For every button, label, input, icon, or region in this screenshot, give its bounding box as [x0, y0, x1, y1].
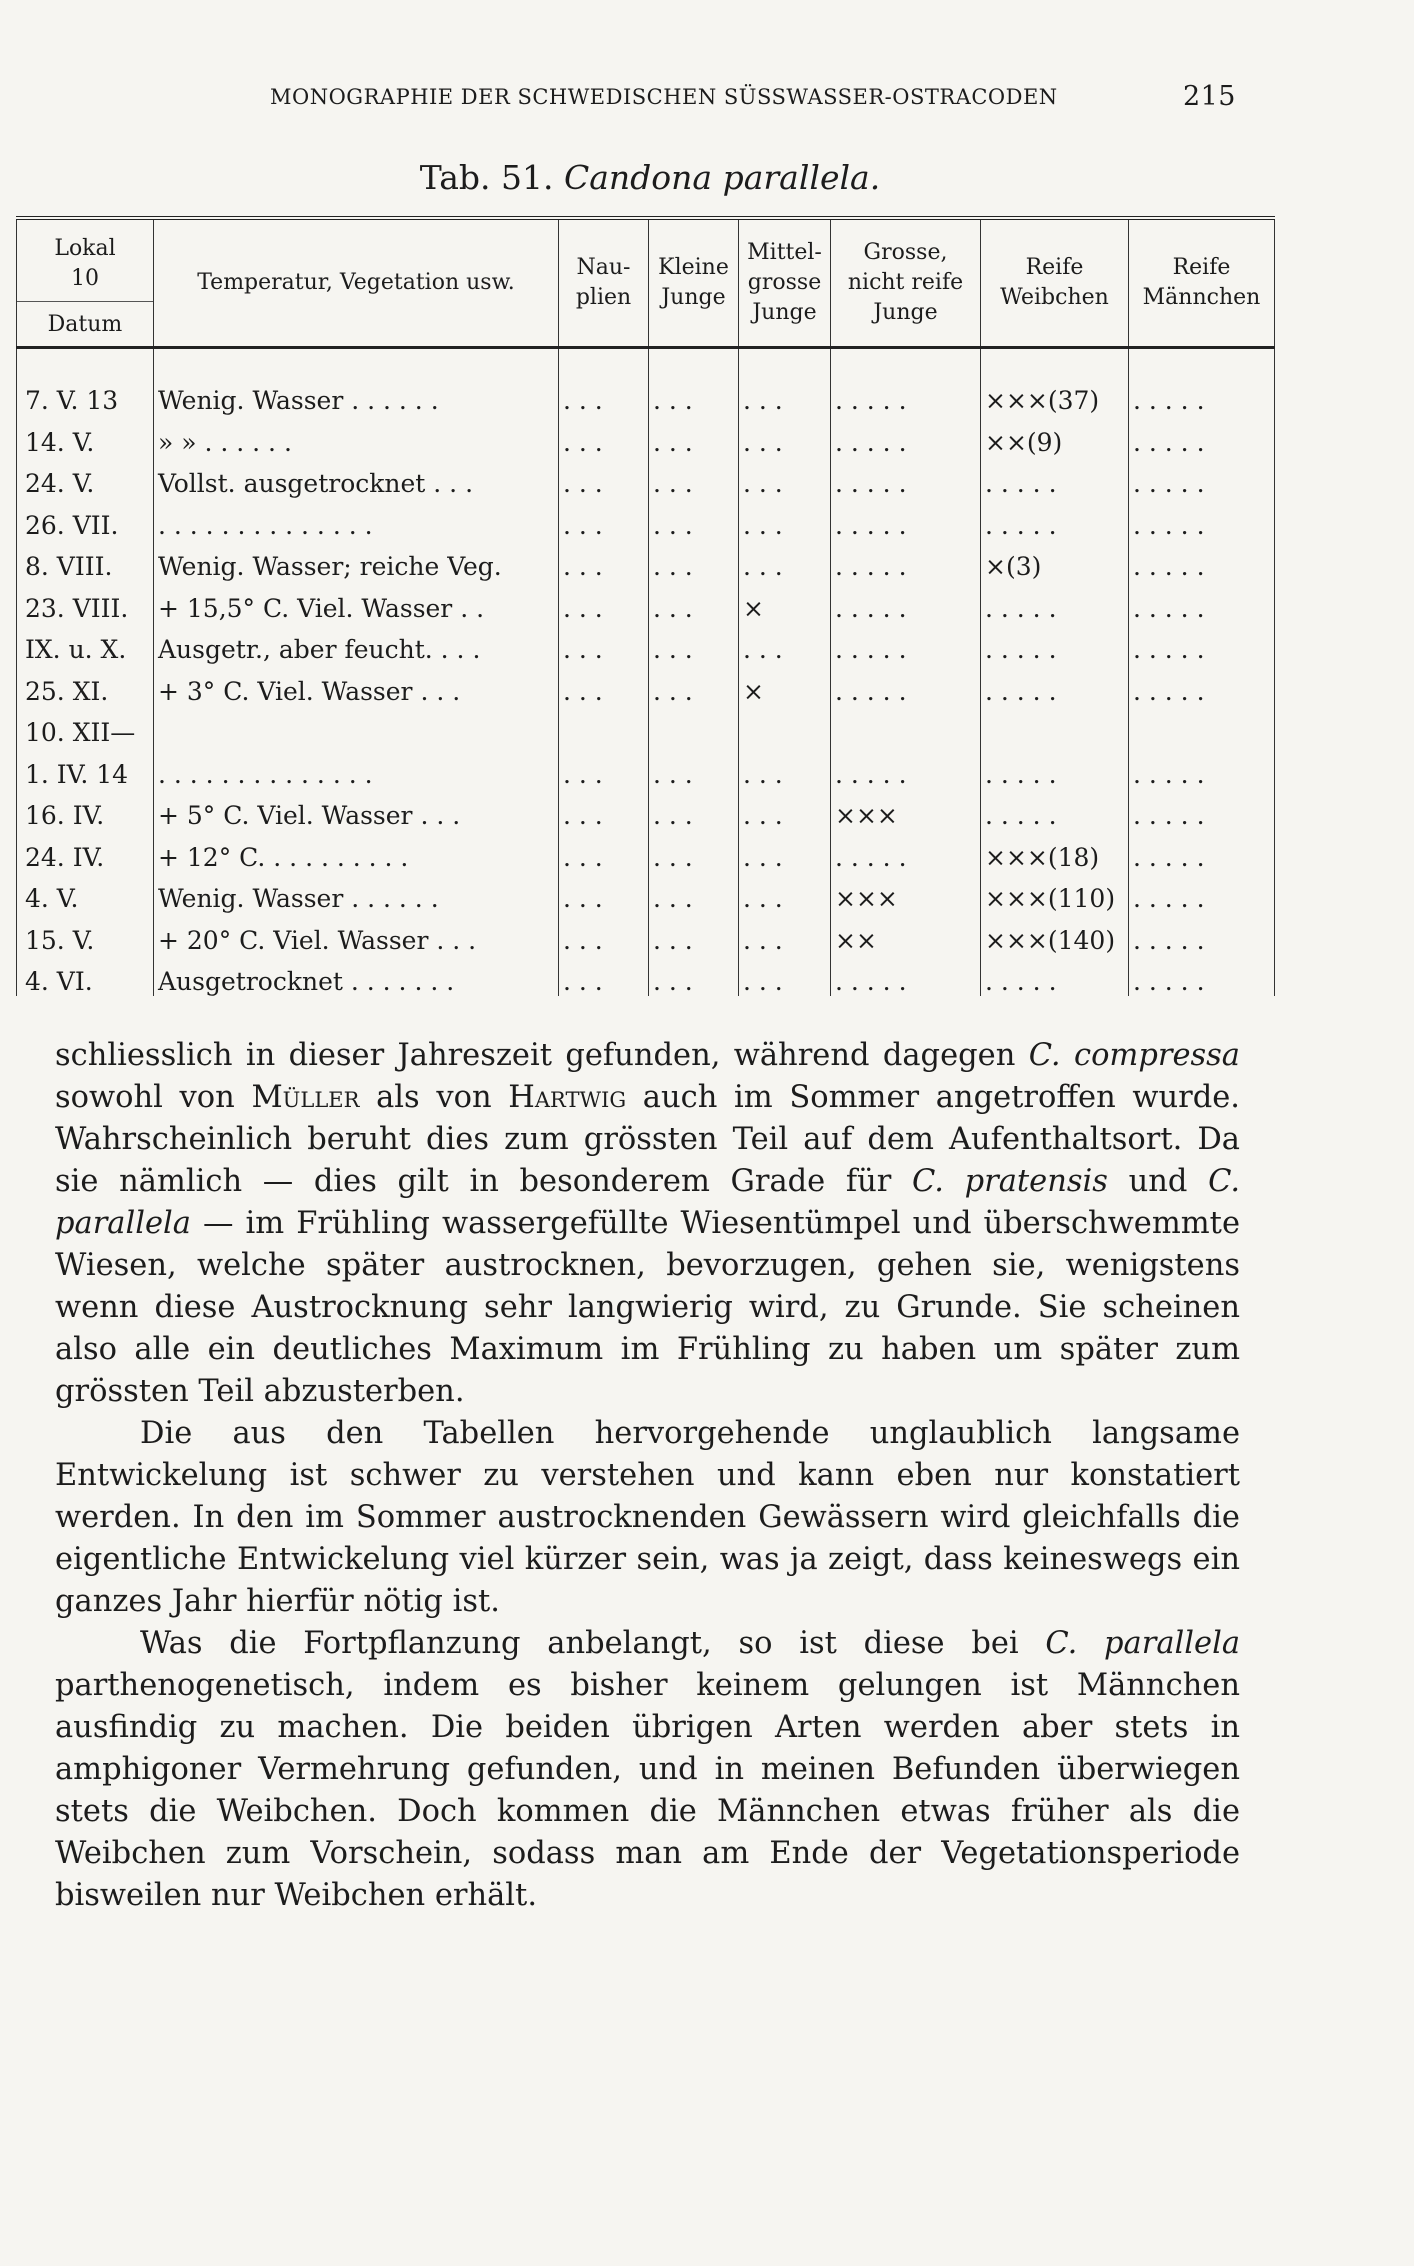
- cell-naup: . . .: [559, 622, 649, 664]
- cell-temp: Vollst. ausgetrocknet . . .: [154, 456, 559, 498]
- table-title: [0, 158, 1300, 197]
- cell-klein: . . .: [649, 456, 739, 498]
- cell-temp: Wenig. Wasser; reiche Veg.: [154, 539, 559, 581]
- cell-mittel: . . .: [739, 747, 831, 789]
- cell-naup: . . .: [559, 913, 649, 955]
- col-header-mittelgrosse-junge: Mittel- grosse Junge: [739, 218, 831, 348]
- cell-grosse: . . . . .: [831, 498, 981, 540]
- cell-datum: 10. XII—: [17, 705, 154, 747]
- cell-weib: . . . . .: [981, 747, 1129, 789]
- cell-klein: . . .: [649, 664, 739, 706]
- cell-datum: 14. V.: [17, 415, 154, 457]
- body-text: [55, 1035, 1240, 1917]
- cell-klein: . . .: [649, 415, 739, 457]
- cell-klein: . . .: [649, 348, 739, 415]
- col-header-grosse-junge: Grosse, nicht reife Junge: [831, 218, 981, 348]
- cell-grosse: . . . . .: [831, 456, 981, 498]
- page-number: 215: [1182, 81, 1236, 112]
- table-body: [17, 348, 1275, 996]
- cell-klein: . . .: [649, 498, 739, 540]
- cell-maenn: . . . . .: [1129, 788, 1275, 830]
- table-row: [17, 348, 1275, 415]
- ostracod-table: [16, 216, 1275, 996]
- cell-klein: . . .: [649, 747, 739, 789]
- cell-naup: . . .: [559, 664, 649, 706]
- cell-datum: 25. XI.: [17, 664, 154, 706]
- cell-temp: + 12° C. . . . . . . . . .: [154, 830, 559, 872]
- cell-naup: . . .: [559, 871, 649, 913]
- table-number: Tab. 51.: [419, 158, 554, 197]
- cell-maenn: . . . . .: [1129, 830, 1275, 872]
- cell-grosse: ××: [831, 913, 981, 955]
- cell-datum: 4. VI.: [17, 954, 154, 996]
- cell-mittel: ×: [739, 664, 831, 706]
- cell-temp: + 20° C. Viel. Wasser . . .: [154, 913, 559, 955]
- col-header-reife-maennchen: Reife Männchen: [1129, 218, 1275, 348]
- cell-maenn: . . . . .: [1129, 954, 1275, 996]
- cell-temp: + 15,5° C. Viel. Wasser . .: [154, 581, 559, 623]
- cell-klein: . . .: [649, 830, 739, 872]
- cell-naup: . . .: [559, 830, 649, 872]
- cell-temp: + 5° C. Viel. Wasser . . .: [154, 788, 559, 830]
- cell-klein: . . .: [649, 954, 739, 996]
- cell-klein: . . .: [649, 539, 739, 581]
- table-row: [17, 581, 1275, 623]
- table-row: [17, 871, 1275, 913]
- cell-mittel: . . .: [739, 456, 831, 498]
- col-header-reife-weibchen: Reife Weibchen: [981, 218, 1129, 348]
- table-row: [17, 498, 1275, 540]
- cell-datum: 24. V.: [17, 456, 154, 498]
- table-row: [17, 622, 1275, 664]
- cell-maenn: . . . . .: [1129, 539, 1275, 581]
- col-header-temperatur: Temperatur, Vegetation usw.: [154, 218, 559, 348]
- cell-grosse: . . . . .: [831, 954, 981, 996]
- cell-temp: Wenig. Wasser . . . . . .: [154, 348, 559, 415]
- cell-grosse: . . . . .: [831, 415, 981, 457]
- cell-klein: . . .: [649, 871, 739, 913]
- cell-maenn: . . . . .: [1129, 415, 1275, 457]
- cell-mittel: . . .: [739, 348, 831, 415]
- cell-datum: 16. IV.: [17, 788, 154, 830]
- cell-mittel: . . .: [739, 415, 831, 457]
- cell-temp: [154, 705, 559, 747]
- cell-grosse: . . . . .: [831, 581, 981, 623]
- cell-mittel: [739, 705, 831, 747]
- cell-maenn: . . . . .: [1129, 348, 1275, 415]
- cell-naup: . . .: [559, 581, 649, 623]
- cell-datum: 24. IV.: [17, 830, 154, 872]
- cell-klein: . . .: [649, 788, 739, 830]
- cell-weib: ×××(110): [981, 871, 1129, 913]
- cell-weib: . . . . .: [981, 622, 1129, 664]
- cell-datum: 4. V.: [17, 871, 154, 913]
- paragraph-2: Die aus den Tabellen hervorgehende unglaublich langsame Entwickelung ist schwer zu verstehen und kann eben nur konstatiert werden. In den im Sommer austrocknenden Gewässern wird gleichfalls die eigentliche Entwickelung viel kürzer sein, was ja zeigt, dass keineswegs ein ganzes Jahr hierfür nötig ist.: [55, 1416, 1240, 1619]
- cell-weib: . . . . .: [981, 581, 1129, 623]
- cell-mittel: . . .: [739, 954, 831, 996]
- cell-grosse: ×××: [831, 871, 981, 913]
- cell-klein: . . .: [649, 581, 739, 623]
- table-row: [17, 705, 1275, 747]
- cell-maenn: . . . . .: [1129, 581, 1275, 623]
- cell-grosse: . . . . .: [831, 830, 981, 872]
- cell-weib: . . . . .: [981, 954, 1129, 996]
- col-header-lokal-datum: Lokal 10 Datum: [17, 218, 154, 348]
- cell-weib: ×××(18): [981, 830, 1129, 872]
- cell-naup: . . .: [559, 747, 649, 789]
- cell-maenn: [1129, 705, 1275, 747]
- cell-weib: . . . . .: [981, 788, 1129, 830]
- cell-temp: Ausgetrocknet . . . . . . .: [154, 954, 559, 996]
- species-name: Candona parallela.: [564, 158, 881, 197]
- cell-temp: » » . . . . . .: [154, 415, 559, 457]
- cell-naup: . . .: [559, 539, 649, 581]
- cell-mittel: . . .: [739, 622, 831, 664]
- cell-maenn: . . . . .: [1129, 871, 1275, 913]
- table-row: [17, 747, 1275, 789]
- cell-temp: . . . . . . . . . . . . . .: [154, 498, 559, 540]
- cell-weib: . . . . .: [981, 456, 1129, 498]
- cell-naup: . . .: [559, 456, 649, 498]
- cell-mittel: . . .: [739, 788, 831, 830]
- paragraph-3: Was die Fortpflanzung anbelangt, so ist diese bei C. parallela parthenogenetisch, indem es bisher keinem gelungen ist Männchen ausfindig zu machen. Die beiden übrigen Arten werden aber stets in amphigoner Vermehrung gefunden, und in meinen Befunden überwiegen stets die Weibchen. Doch kommen die Männchen etwas früher als die Weibchen zum Vorschein, sodass man am Ende der Vegetationsperiode bisweilen nur Weibchen erhält.: [55, 1626, 1241, 1913]
- cell-datum: 26. VII.: [17, 498, 154, 540]
- running-head: MONOGRAPHIE DER SCHWEDISCHEN SÜSSWASSER-OSTRACODEN: [270, 85, 1058, 109]
- cell-naup: . . .: [559, 498, 649, 540]
- cell-grosse: . . . . .: [831, 622, 981, 664]
- table-row: [17, 664, 1275, 706]
- cell-klein: . . .: [649, 622, 739, 664]
- cell-weib: ×(3): [981, 539, 1129, 581]
- cell-weib: . . . . .: [981, 664, 1129, 706]
- cell-mittel: . . .: [739, 913, 831, 955]
- table-row: [17, 788, 1275, 830]
- paragraph-1: schliesslich in dieser Jahreszeit gefunden, während dagegen C. compressa sowohl von Müller als von Hartwig auch im Sommer angetroffen wurde. Wahrscheinlich beruht dies zum grössten Teil auf dem Aufenthaltsort. Da sie nämlich — dies gilt in besonderem Grade für C. pratensis und C. parallela — im Frühling wassergefüllte Wiesentümpel und überschwemmte Wiesen, welche später austrocknen, bevorzugen, gehen sie, wenigstens wenn diese Austrocknung sehr langwierig wird, zu Grunde. Sie scheinen also alle ein deutliches Maximum im Frühling zu haben um später zum grössten Teil abzusterben.: [55, 1038, 1241, 1409]
- cell-klein: [649, 705, 739, 747]
- cell-temp: + 3° C. Viel. Wasser . . .: [154, 664, 559, 706]
- cell-weib: [981, 705, 1129, 747]
- cell-temp: . . . . . . . . . . . . . .: [154, 747, 559, 789]
- cell-naup: . . .: [559, 954, 649, 996]
- cell-klein: . . .: [649, 913, 739, 955]
- cell-weib: . . . . .: [981, 498, 1129, 540]
- col-header-nauplien: Nau- plien: [559, 218, 649, 348]
- cell-naup: . . .: [559, 348, 649, 415]
- cell-grosse: . . . . .: [831, 539, 981, 581]
- cell-naup: [559, 705, 649, 747]
- cell-datum: 15. V.: [17, 913, 154, 955]
- cell-maenn: . . . . .: [1129, 664, 1275, 706]
- cell-mittel: . . .: [739, 539, 831, 581]
- cell-mittel: . . .: [739, 830, 831, 872]
- cell-maenn: . . . . .: [1129, 498, 1275, 540]
- cell-datum: 23. VIII.: [17, 581, 154, 623]
- cell-grosse: ×××: [831, 788, 981, 830]
- table-row: [17, 415, 1275, 457]
- cell-temp: Wenig. Wasser . . . . . .: [154, 871, 559, 913]
- cell-grosse: . . . . .: [831, 747, 981, 789]
- table-row: [17, 913, 1275, 955]
- cell-grosse: [831, 705, 981, 747]
- cell-temp: Ausgetr., aber feucht. . . .: [154, 622, 559, 664]
- cell-maenn: . . . . .: [1129, 622, 1275, 664]
- cell-maenn: . . . . .: [1129, 913, 1275, 955]
- cell-mittel: . . .: [739, 871, 831, 913]
- cell-naup: . . .: [559, 415, 649, 457]
- cell-weib: ××(9): [981, 415, 1129, 457]
- cell-weib: ×××(140): [981, 913, 1129, 955]
- table-row: [17, 954, 1275, 996]
- cell-datum: IX. u. X.: [17, 622, 154, 664]
- table-row: [17, 456, 1275, 498]
- cell-maenn: . . . . .: [1129, 747, 1275, 789]
- cell-datum: 7. V. 13: [17, 348, 154, 415]
- cell-datum: 8. VIII.: [17, 539, 154, 581]
- cell-naup: . . .: [559, 788, 649, 830]
- cell-mittel: ×: [739, 581, 831, 623]
- col-header-kleine-junge: Kleine Junge: [649, 218, 739, 348]
- cell-mittel: . . .: [739, 498, 831, 540]
- cell-maenn: . . . . .: [1129, 456, 1275, 498]
- table-row: [17, 830, 1275, 872]
- cell-grosse: . . . . .: [831, 664, 981, 706]
- cell-datum: 1. IV. 14: [17, 747, 154, 789]
- cell-grosse: . . . . .: [831, 348, 981, 415]
- cell-weib: ×××(37): [981, 348, 1129, 415]
- table-row: [17, 539, 1275, 581]
